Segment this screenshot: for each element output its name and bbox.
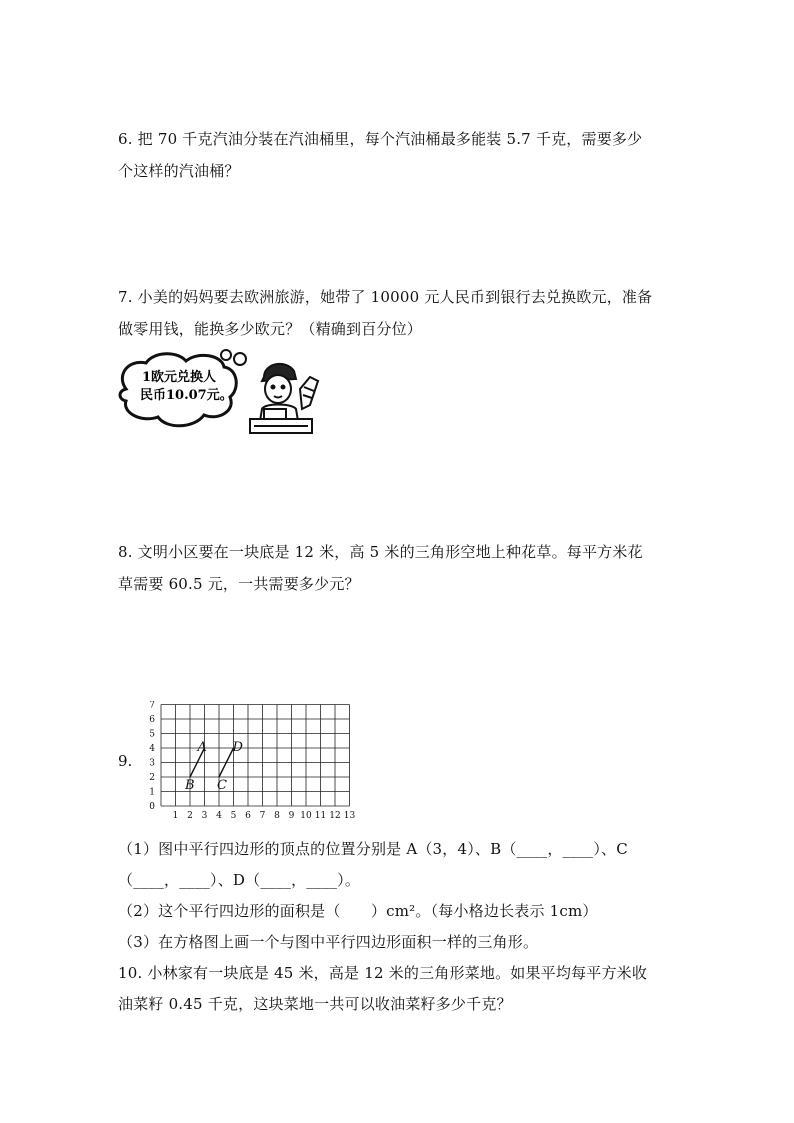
bubble-text-line2: 民币10.07元。 <box>140 388 233 403</box>
q9-sub3: （3）在方格图上画一个与图中平行四边形面积一样的三角形。 <box>118 933 539 951</box>
q7-line1: 7. 小美的妈妈要去欧洲旅游，她带了 10000 元人民币到银行去兑换欧元，准备 <box>118 288 653 306</box>
label-a: A <box>197 740 207 755</box>
x-tick-label: 2 <box>187 811 193 821</box>
x-tick-label: 10 <box>300 811 312 821</box>
x-tick-label: 9 <box>288 811 295 821</box>
x-tick-label: 8 <box>274 811 280 821</box>
q10-line1: 10. 小林家有一块底是 45 米，高是 12 米的三角形菜地。如果平均每平方米收 <box>118 964 648 982</box>
q8-line2: 草需要 60.5 元，一共需要多少元？ <box>118 575 360 593</box>
q7-line2: 做零用钱，能换多少欧元？（精确到百分位） <box>118 320 423 338</box>
grid-svg <box>145 701 360 823</box>
y-tick-label: 3 <box>149 758 155 769</box>
q6-line2: 个这样的汽油桶？ <box>118 162 240 180</box>
q6-line1: 6. 把 70 千克汽油分装在汽油桶里，每个汽油桶最多能装 5.7 千克，需要多少 <box>118 130 643 148</box>
exchange-rate-illustration <box>114 349 324 435</box>
x-tick-label: 13 <box>343 811 356 821</box>
y-tick-label: 1 <box>149 787 155 798</box>
y-tick-label: 5 <box>149 729 155 740</box>
q9-sub2: （2）这个平行四边形的面积是（ ）cm²。（每小格边长表示 1cm） <box>118 902 598 920</box>
y-tick-label: 6 <box>149 715 155 725</box>
x-tick-label: 5 <box>230 811 237 821</box>
q9-number: 9. <box>118 752 133 770</box>
bubble-text-line1: 1欧元兑换人 <box>142 370 217 385</box>
q8-line1: 8. 文明小区要在一块底是 12 米，高 5 米的三角形空地上种花草。每平方米花 <box>118 543 643 561</box>
speech-bubble-illustration <box>114 349 324 435</box>
x-tick-label: 4 <box>216 811 222 821</box>
y-tick-label: 4 <box>149 744 155 754</box>
x-tick-label: 3 <box>201 811 208 821</box>
q9-sub1-line1: （1）图中平行四边形的顶点的位置分别是 A（3，4）、B（____，____）、C <box>118 840 628 858</box>
x-tick-label: 7 <box>259 811 266 821</box>
coordinate-grid <box>145 701 360 823</box>
label-d: D <box>232 740 243 755</box>
y-tick-label: 2 <box>149 773 155 783</box>
label-b: B <box>185 778 195 793</box>
x-tick-label: 12 <box>329 811 341 821</box>
q9-sub1-line2: （____，____）、D（____，____）。 <box>118 871 361 889</box>
y-tick-label: 0 <box>149 802 155 812</box>
x-tick-label: 11 <box>314 811 327 821</box>
bank-clerk-icon <box>250 364 318 433</box>
x-tick-label: 1 <box>172 811 179 821</box>
x-tick-label: 6 <box>245 811 251 821</box>
y-tick-label: 7 <box>149 701 155 711</box>
q10-line2: 油菜籽 0.45 千克，这块菜地一共可以收油菜籽多少千克？ <box>118 995 512 1013</box>
label-c: C <box>217 778 227 793</box>
